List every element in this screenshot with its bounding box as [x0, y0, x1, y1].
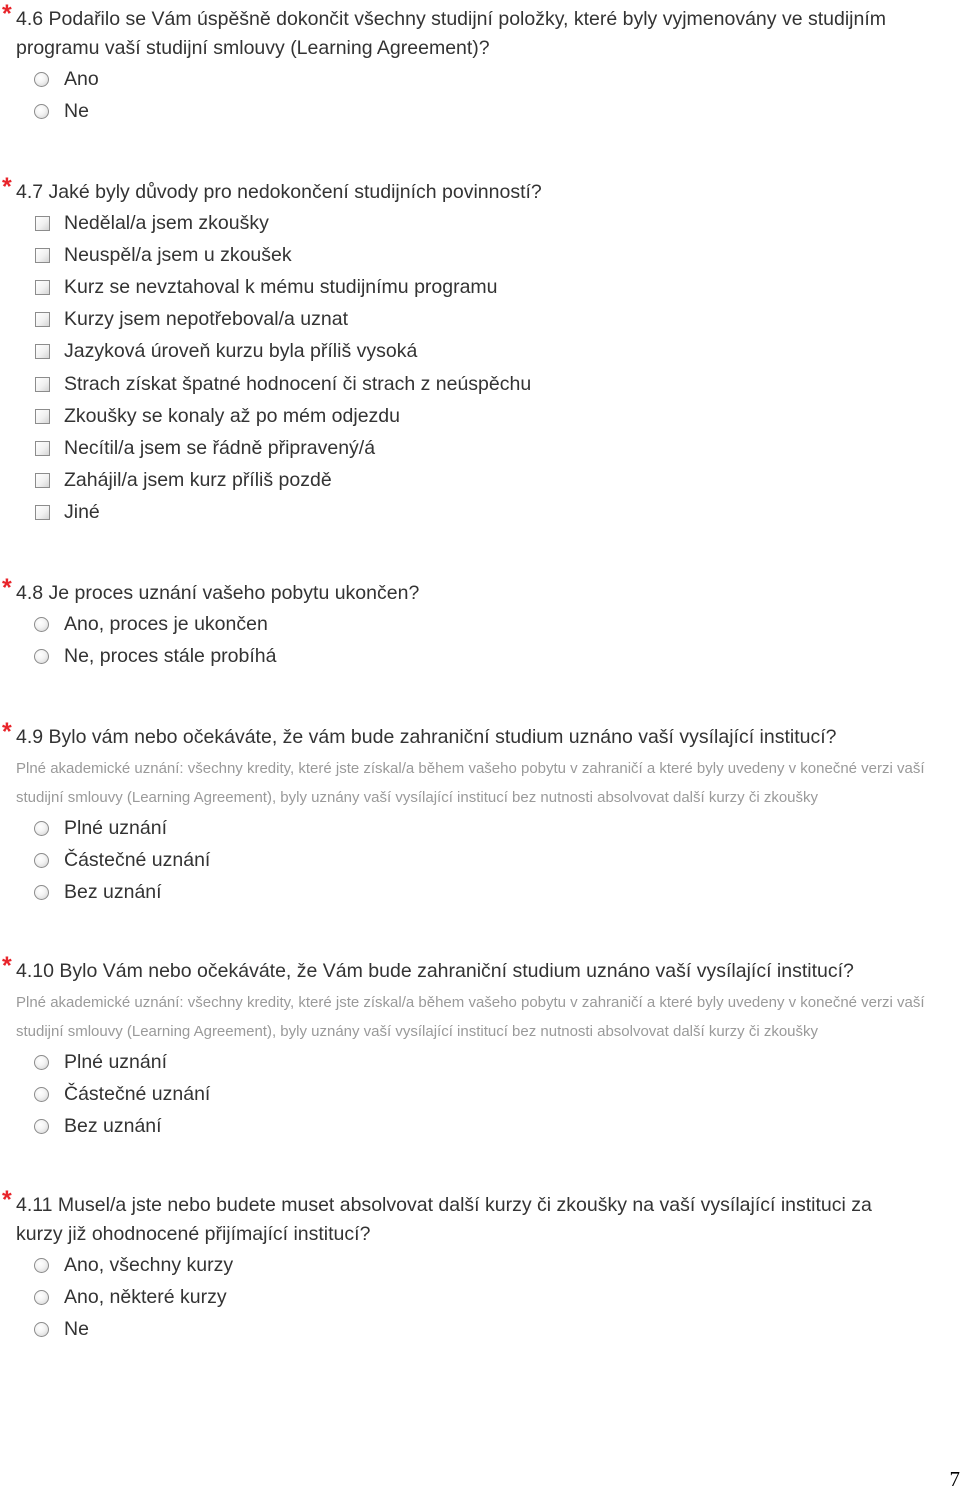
question-4-9	[0, 723, 960, 909]
question-4-10	[0, 957, 960, 1143]
question-text: 4.7 Jaké byly důvody pro nedokončení studijních povinností?	[16, 181, 542, 203]
question-4-7	[0, 178, 960, 529]
option-po-odjezdu[interactable]	[0, 400, 960, 432]
page-number: 7	[950, 1466, 960, 1492]
checkbox-icon[interactable]	[35, 312, 50, 327]
option-ne[interactable]	[0, 1313, 960, 1345]
question-title	[16, 5, 921, 63]
option-label: Částečné uznání	[64, 1083, 210, 1106]
option-label: Ano, všechny kurzy	[64, 1254, 233, 1277]
option-castecne-uznani[interactable]	[0, 844, 960, 876]
option-label: Zkoušky se konaly až po mém odjezdu	[64, 405, 400, 428]
option-label: Jazyková úroveň kurzu byla příliš vysoká	[64, 340, 417, 363]
option-kurz-nevztahoval[interactable]	[0, 271, 960, 303]
option-label: Strach získat špatné hodnocení či strach z neúspěchu	[64, 373, 531, 396]
option-label: Kurz se nevztahoval k mému studijnímu programu	[64, 276, 498, 299]
options-list	[0, 207, 960, 529]
radio-button-icon[interactable]	[34, 1322, 49, 1337]
radio-button-icon[interactable]	[34, 853, 49, 868]
option-jine[interactable]	[0, 497, 960, 529]
radio-button-icon[interactable]	[34, 821, 49, 836]
option-ne[interactable]	[0, 95, 960, 127]
question-text: 4.6 Podařilo se Vám úspěšně dokončit všechny studijní položky, které byly vyjmenovány ve studijním programu vaší studijní smlouvy (Learning Agreement)?	[16, 8, 886, 59]
question-title	[16, 723, 921, 752]
option-label: Plné uznání	[64, 817, 167, 840]
option-label: Ano, některé kurzy	[64, 1286, 227, 1309]
question-text: 4.8 Je proces uznání vašeho pobytu ukončen?	[16, 582, 419, 604]
radio-button-icon[interactable]	[34, 885, 49, 900]
question-hint: Plné akademické uznání: všechny kredity, které jste získal/a během vašeho pobytu v zahraničí a které byly uvedeny v konečné verzi vaší studijní smlouvy (Learning Agreement), byly uznány vaší vysílající institucí bez nutnosti absolvovat další kurzy či zkoušky	[16, 754, 946, 812]
radio-button-icon[interactable]	[34, 1087, 49, 1102]
option-nektere-kurzy[interactable]	[0, 1281, 960, 1313]
option-zahajil-pozde[interactable]	[0, 465, 960, 497]
question-title	[16, 579, 921, 608]
option-proces-probiha[interactable]	[0, 640, 960, 672]
option-vsechny-kurzy[interactable]	[0, 1249, 960, 1281]
options-list	[0, 1046, 960, 1143]
checkbox-icon[interactable]	[35, 409, 50, 424]
checkbox-icon[interactable]	[35, 280, 50, 295]
radio-button-icon[interactable]	[34, 1055, 49, 1070]
radio-button-icon[interactable]	[34, 1258, 49, 1273]
option-label: Ano, proces je ukončen	[64, 613, 268, 636]
option-label: Jiné	[64, 501, 100, 524]
option-proces-ukoncen[interactable]	[0, 608, 960, 640]
question-text: 4.11 Musel/a jste nebo budete muset absolvovat další kurzy či zkoušky na vaší vysílající instituci za kurzy již ohodnocené přijímající institucí?	[16, 1194, 872, 1245]
checkbox-icon[interactable]	[35, 441, 50, 456]
option-label: Plné uznání	[64, 1051, 167, 1074]
option-label: Nedělal/a jsem zkoušky	[64, 212, 269, 235]
checkbox-icon[interactable]	[35, 344, 50, 359]
option-label: Neuspěl/a jsem u zkoušek	[64, 244, 292, 267]
option-castecne-uznani[interactable]	[0, 1078, 960, 1110]
question-title	[16, 178, 921, 207]
required-asterisk: *	[2, 1186, 12, 1215]
option-bez-uznani[interactable]	[0, 876, 960, 908]
checkbox-icon[interactable]	[35, 216, 50, 231]
checkbox-icon[interactable]	[35, 505, 50, 520]
option-plne-uznani[interactable]	[0, 812, 960, 844]
question-4-11	[0, 1191, 960, 1346]
radio-button-icon[interactable]	[34, 1290, 49, 1305]
radio-button-icon[interactable]	[34, 617, 49, 632]
option-label: Zahájil/a jsem kurz příliš pozdě	[64, 469, 332, 492]
options-list	[0, 63, 960, 127]
question-text: 4.10 Bylo Vám nebo očekáváte, že Vám bude zahraniční studium uznáno vaší vysílající institucí?	[16, 960, 854, 982]
options-list	[0, 812, 960, 909]
required-asterisk: *	[2, 952, 12, 981]
option-ano[interactable]	[0, 63, 960, 95]
option-label: Necítil/a jsem se řádně připravený/á	[64, 437, 375, 460]
radio-button-icon[interactable]	[34, 649, 49, 664]
option-label: Bez uznání	[64, 1115, 162, 1138]
option-label: Ne	[64, 1318, 89, 1341]
radio-button-icon[interactable]	[34, 1119, 49, 1134]
options-list	[0, 1249, 960, 1346]
options-list	[0, 608, 960, 672]
option-label: Částečné uznání	[64, 849, 210, 872]
question-title	[16, 957, 921, 986]
option-nedelal-zkousky[interactable]	[0, 207, 960, 239]
option-label: Kurzy jsem nepotřeboval/a uznat	[64, 308, 348, 331]
option-nepripraveny[interactable]	[0, 432, 960, 464]
required-asterisk: *	[2, 718, 12, 747]
question-hint: Plné akademické uznání: všechny kredity, které jste získal/a během vašeho pobytu v zahraničí a které byly uvedeny v konečné verzi vaší studijní smlouvy (Learning Agreement), byly uznány vaší vysílající institucí bez nutnosti absolvovat další kurzy či zkoušky	[16, 988, 946, 1046]
option-label: Ano	[64, 68, 99, 91]
required-asterisk: *	[2, 173, 12, 202]
radio-button-icon[interactable]	[34, 72, 49, 87]
question-text: 4.9 Bylo vám nebo očekáváte, že vám bude zahraniční studium uznáno vaší vysílající institucí?	[16, 726, 837, 748]
checkbox-icon[interactable]	[35, 473, 50, 488]
option-jazykova-uroven[interactable]	[0, 336, 960, 368]
question-4-6	[0, 5, 960, 127]
option-nepotreboval-uznat[interactable]	[0, 304, 960, 336]
option-plne-uznani[interactable]	[0, 1046, 960, 1078]
question-title	[16, 1191, 921, 1249]
option-label: Ne, proces stále probíhá	[64, 645, 276, 668]
radio-button-icon[interactable]	[34, 104, 49, 119]
question-4-8	[0, 579, 960, 672]
option-label: Ne	[64, 100, 89, 123]
option-label: Bez uznání	[64, 881, 162, 904]
checkbox-icon[interactable]	[35, 377, 50, 392]
option-strach[interactable]	[0, 368, 960, 400]
option-neuspel-zkousek[interactable]	[0, 239, 960, 271]
required-asterisk: *	[2, 0, 12, 29]
checkbox-icon[interactable]	[35, 248, 50, 263]
required-asterisk: *	[2, 574, 12, 603]
option-bez-uznani[interactable]	[0, 1110, 960, 1142]
